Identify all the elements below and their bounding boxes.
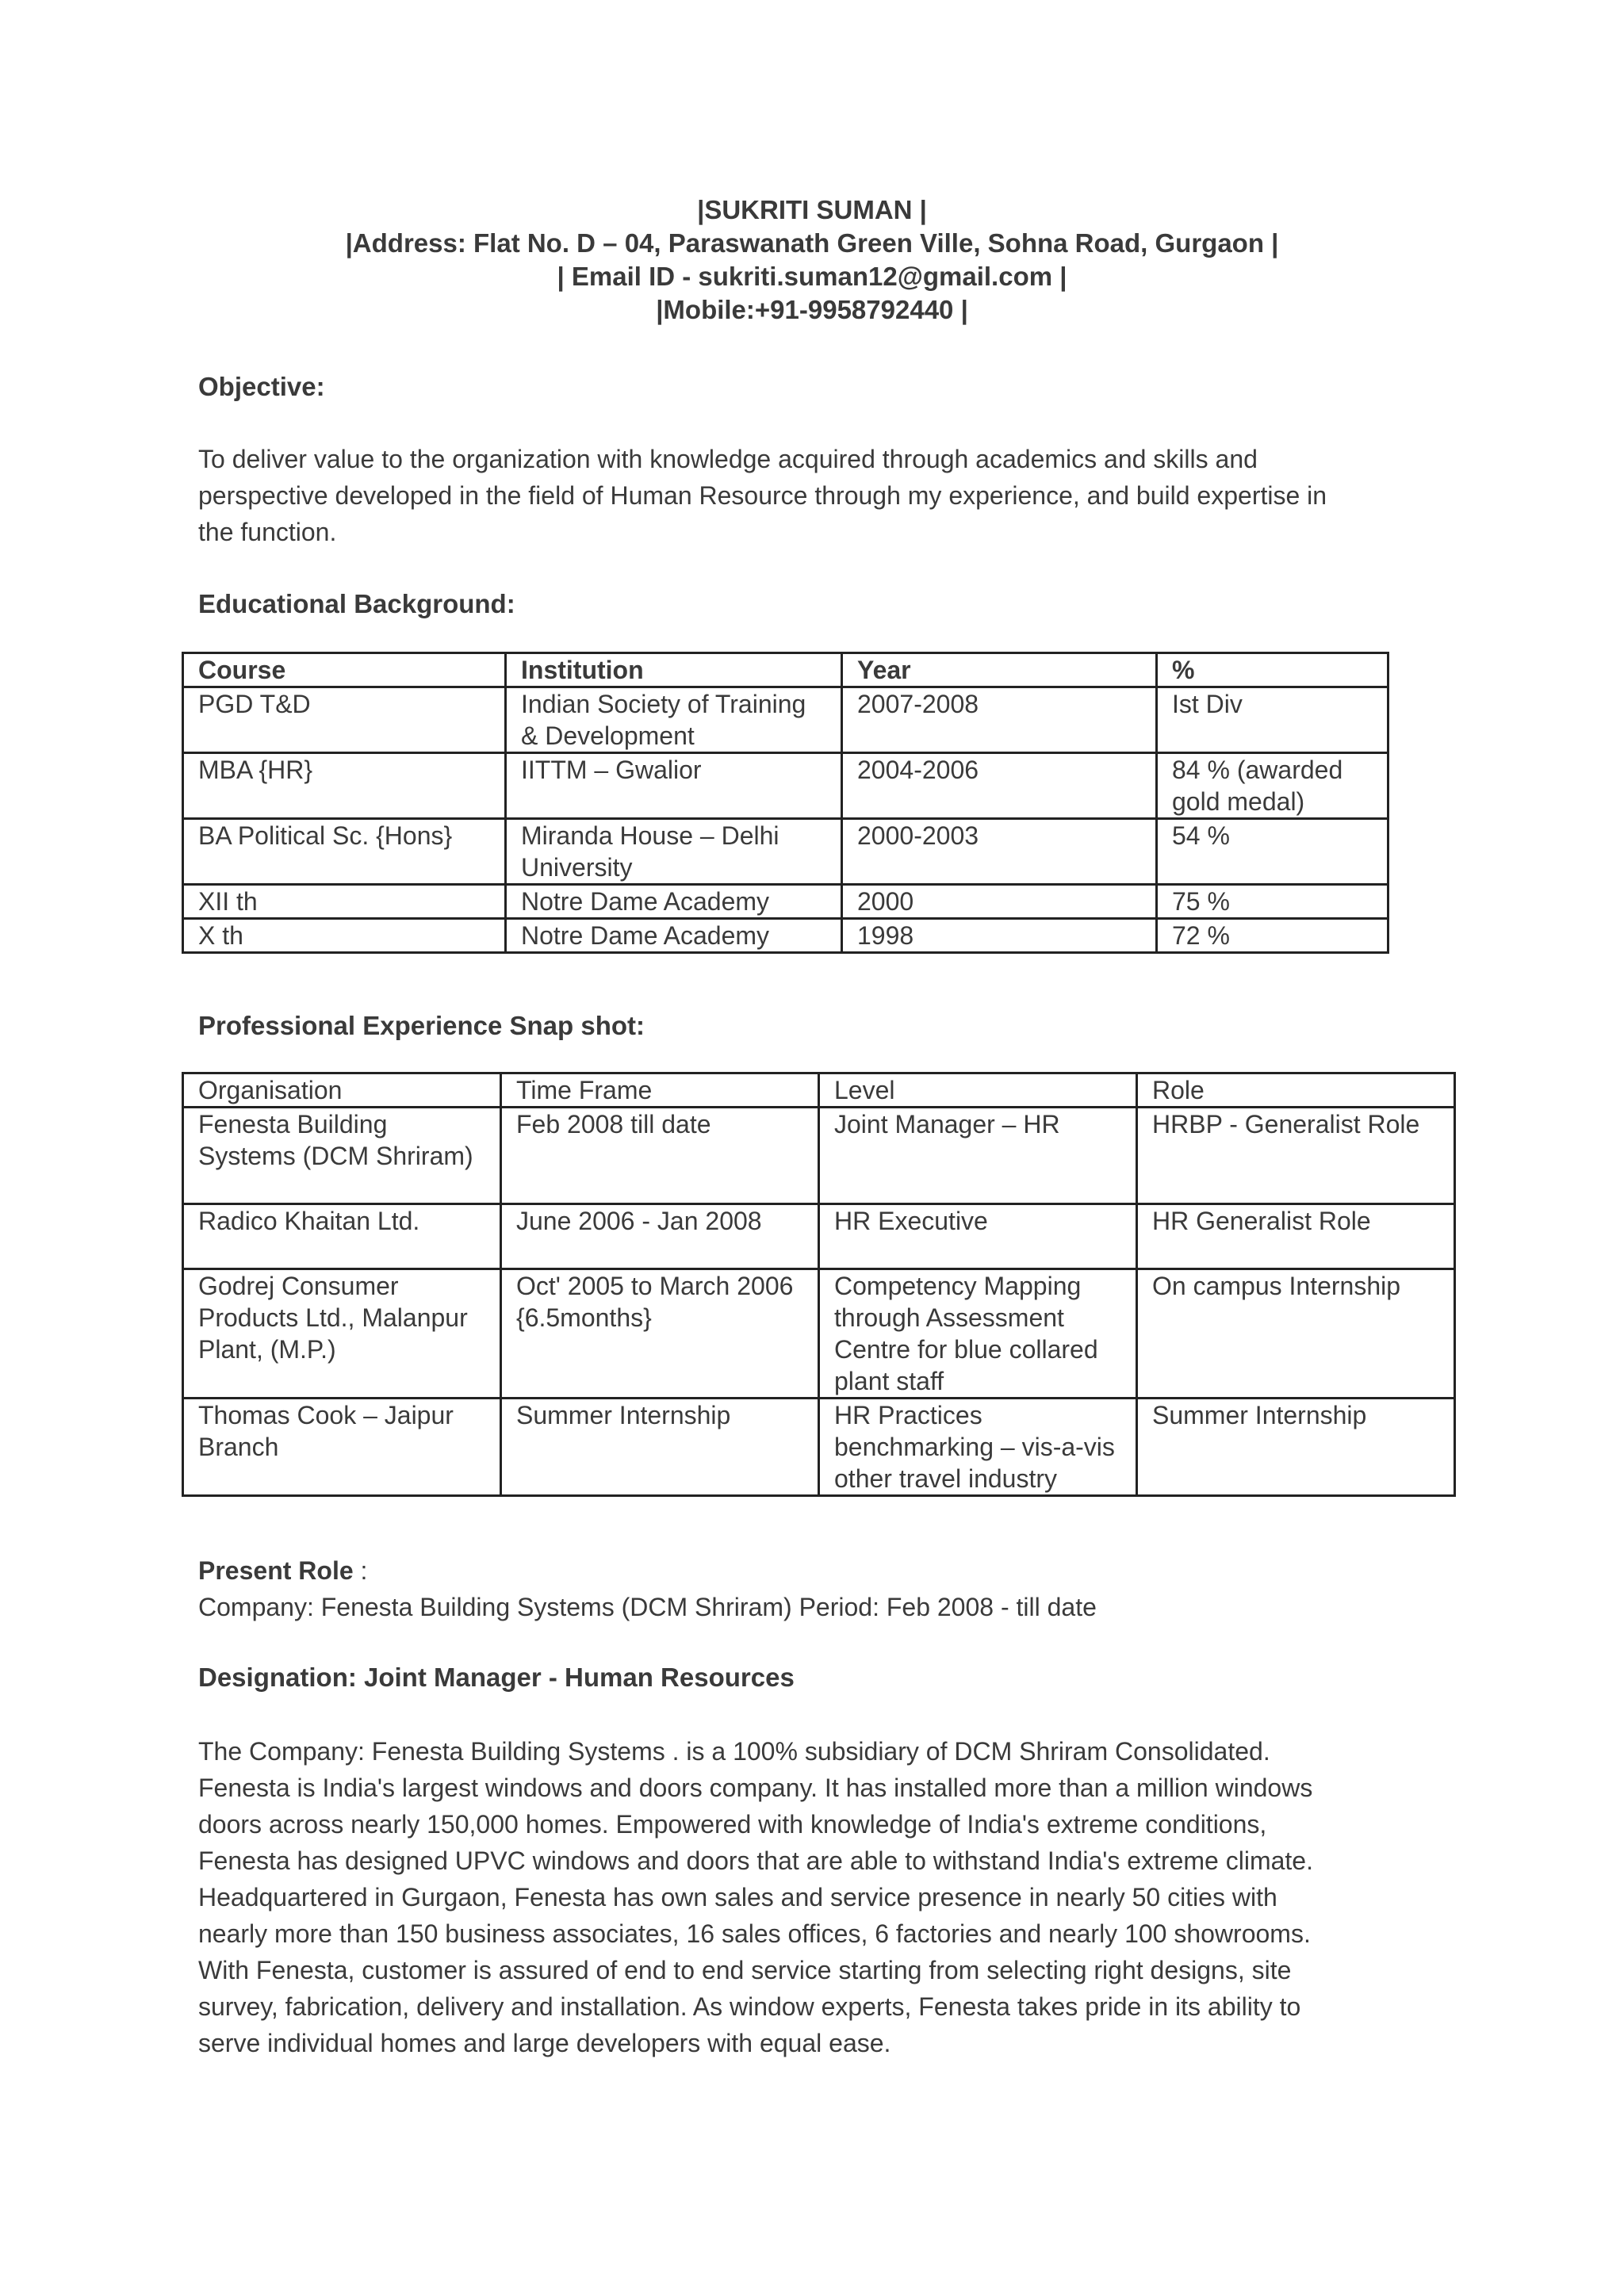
cell-time-frame: Summer Internship bbox=[501, 1399, 819, 1496]
column-header-time-frame: Time Frame bbox=[501, 1073, 819, 1108]
table-row bbox=[183, 687, 1388, 753]
cell-year: 2000-2003 bbox=[842, 819, 1157, 885]
cell-course: PGD T&D bbox=[183, 687, 506, 753]
cell-time-frame: Oct' 2005 to March 2006 {6.5months} bbox=[501, 1269, 819, 1399]
description-line: nearly more than 150 business associates, 16 sales offices, 6 factories and nearly 100 showrooms. bbox=[198, 1919, 1311, 1948]
column-header-percent: % bbox=[1157, 653, 1388, 687]
cell-role: On campus Internship bbox=[1137, 1269, 1455, 1399]
cell-organisation: Radico Khaitan Ltd. bbox=[183, 1204, 501, 1269]
description-line: Headquartered in Gurgaon, Fenesta has own sales and service presence in nearly 50 cities with bbox=[198, 1883, 1277, 1911]
table-row bbox=[183, 753, 1388, 819]
column-header-level: Level bbox=[819, 1073, 1137, 1108]
cell-institution: Notre Dame Academy bbox=[506, 885, 842, 919]
cell-course: X th bbox=[183, 919, 506, 953]
description-line: With Fenesta, customer is assured of end to end service starting from selecting right designs, site bbox=[198, 1956, 1292, 1984]
cell-course: XII th bbox=[183, 885, 506, 919]
column-header-institution: Institution bbox=[506, 653, 842, 687]
description-line: Fenesta is India's largest windows and doors company. It has installed more than a million windows bbox=[198, 1774, 1313, 1802]
cell-course: MBA {HR} bbox=[183, 753, 506, 819]
cell-percent: Ist Div bbox=[1157, 687, 1388, 753]
cell-time-frame: Feb 2008 till date bbox=[501, 1108, 819, 1204]
cell-course: BA Political Sc. {Hons} bbox=[183, 819, 506, 885]
cell-organisation: Thomas Cook – Jaipur Branch bbox=[183, 1399, 501, 1496]
column-header-course: Course bbox=[183, 653, 506, 687]
table-row bbox=[183, 1269, 1455, 1399]
cell-level: HR Practices benchmarking – vis-a-vis other travel industry bbox=[819, 1399, 1137, 1496]
cell-institution: Indian Society of Training & Development bbox=[506, 687, 842, 753]
description-line: Fenesta has designed UPVC windows and doors that are able to withstand India's extreme climate. bbox=[198, 1846, 1313, 1875]
contact-header bbox=[0, 193, 1624, 327]
cell-role: HR Generalist Role bbox=[1137, 1204, 1455, 1269]
cell-year: 2000 bbox=[842, 885, 1157, 919]
company-description bbox=[198, 1733, 1313, 2061]
description-line: survey, fabrication, delivery and installation. As window experts, Fenesta takes pride in its ability to bbox=[198, 1992, 1301, 2021]
education-heading: Educational Background: bbox=[198, 589, 515, 618]
cell-year: 1998 bbox=[842, 919, 1157, 953]
cell-percent: 54 % bbox=[1157, 819, 1388, 885]
column-header-organisation: Organisation bbox=[183, 1073, 501, 1108]
cell-level: HR Executive bbox=[819, 1204, 1137, 1269]
column-header-role: Role bbox=[1137, 1073, 1455, 1108]
present-role-company: Company: Fenesta Building Systems (DCM Shriram) Period: Feb 2008 - till date bbox=[198, 1593, 1097, 1621]
cell-institution: Notre Dame Academy bbox=[506, 919, 842, 953]
cell-organisation: Godrej Consumer Products Ltd., Malanpur Plant, (M.P.) bbox=[183, 1269, 501, 1399]
cell-percent: 72 % bbox=[1157, 919, 1388, 953]
column-header-year: Year bbox=[842, 653, 1157, 687]
description-line: doors across nearly 150,000 homes. Empowered with knowledge of India's extreme conditions, bbox=[198, 1810, 1267, 1839]
table-row bbox=[183, 919, 1388, 953]
cell-role: Summer Internship bbox=[1137, 1399, 1455, 1496]
cell-institution: Miranda House – Delhi University bbox=[506, 819, 842, 885]
address-line: |Address: Flat No. D – 04, Paraswanath Green Ville, Sohna Road, Gurgaon | bbox=[345, 228, 1279, 258]
designation-heading: Designation: Joint Manager - Human Resources bbox=[198, 1663, 795, 1692]
table-row bbox=[183, 1204, 1455, 1269]
education-header-row bbox=[183, 653, 1388, 687]
experience-heading: Professional Experience Snap shot: bbox=[198, 1011, 645, 1040]
table-row bbox=[183, 1399, 1455, 1496]
cell-level: Joint Manager – HR bbox=[819, 1108, 1137, 1204]
cell-percent: 75 % bbox=[1157, 885, 1388, 919]
cell-organisation: Fenesta Building Systems (DCM Shriram) bbox=[183, 1108, 501, 1204]
cell-percent: 84 % (awarded gold medal) bbox=[1157, 753, 1388, 819]
description-line: serve individual homes and large developers with equal ease. bbox=[198, 2029, 891, 2057]
table-row bbox=[183, 885, 1388, 919]
email-line: | Email ID - sukriti.suman12@gmail.com | bbox=[557, 262, 1067, 291]
objective-line: To deliver value to the organization with knowledge acquired through academics and skills and bbox=[198, 445, 1258, 473]
cell-time-frame: June 2006 - Jan 2008 bbox=[501, 1204, 819, 1269]
cell-role: HRBP - Generalist Role bbox=[1137, 1108, 1455, 1204]
cell-level: Competency Mapping through Assessment Centre for blue collared plant staff bbox=[819, 1269, 1137, 1399]
objective-text bbox=[198, 441, 1327, 550]
cell-year: 2004-2006 bbox=[842, 753, 1157, 819]
present-role-heading bbox=[198, 1552, 367, 1589]
present-role-title: Present Role bbox=[198, 1556, 354, 1585]
description-line: The Company: Fenesta Building Systems . is a 100% subsidiary of DCM Shriram Consolidated. bbox=[198, 1737, 1270, 1766]
cell-year: 2007-2008 bbox=[842, 687, 1157, 753]
name-line: |SUKRITI SUMAN | bbox=[697, 195, 927, 224]
experience-table bbox=[182, 1072, 1456, 1497]
objective-line: perspective developed in the field of Human Resource through my experience, and build expertise in bbox=[198, 481, 1327, 510]
table-row bbox=[183, 819, 1388, 885]
table-row bbox=[183, 1108, 1455, 1204]
mobile-line: |Mobile:+91-9958792440 | bbox=[656, 295, 968, 324]
present-role-colon: : bbox=[353, 1556, 368, 1585]
objective-heading: Objective: bbox=[198, 372, 325, 401]
objective-line: the function. bbox=[198, 518, 337, 546]
cell-institution: IITTM – Gwalior bbox=[506, 753, 842, 819]
experience-header-row bbox=[183, 1073, 1455, 1108]
education-table bbox=[182, 652, 1389, 954]
